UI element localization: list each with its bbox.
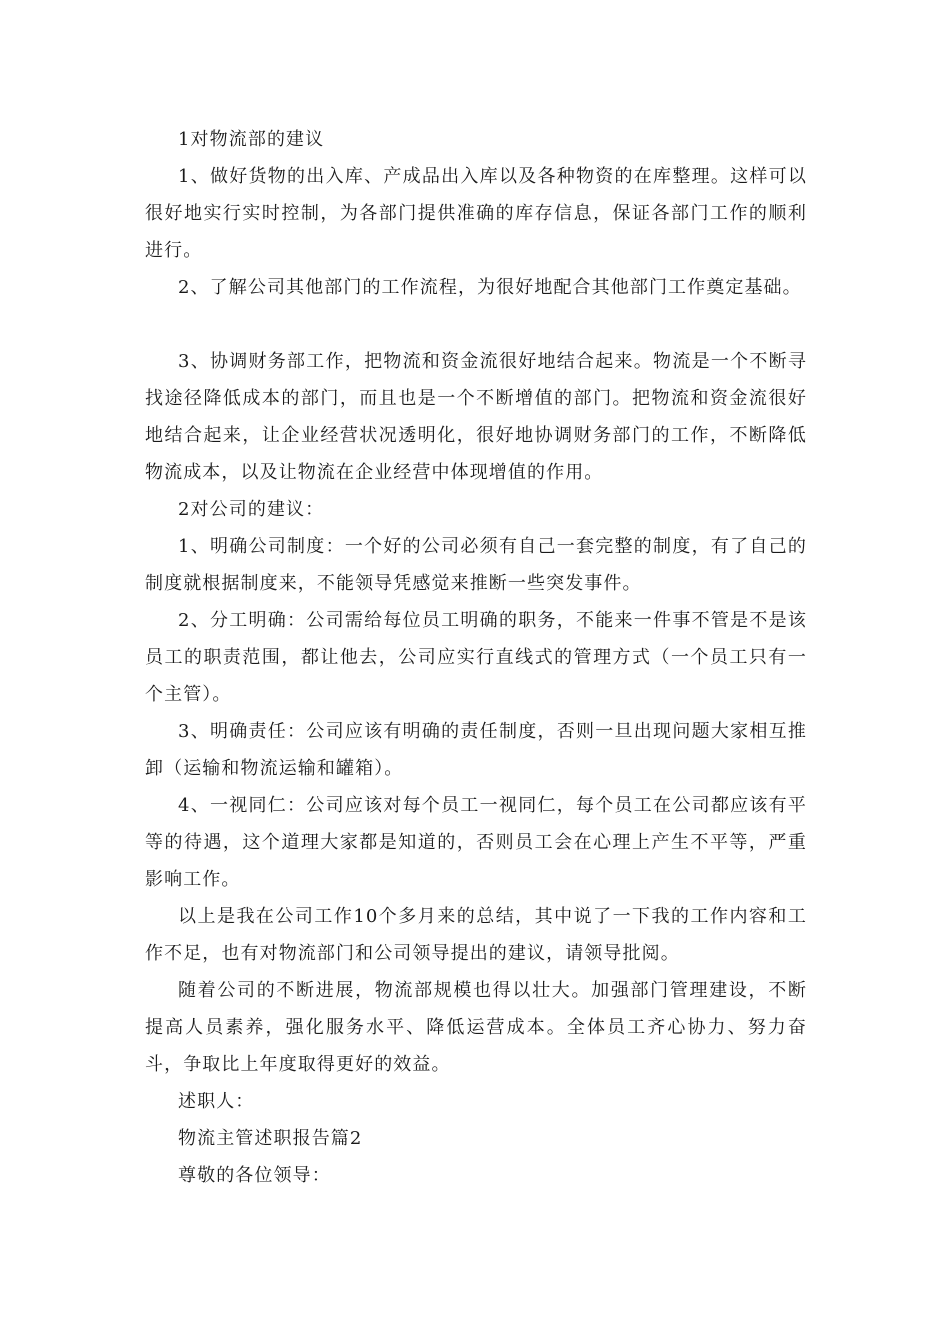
blank-line <box>145 306 807 343</box>
paragraph-logistics-item-3: 3、协调财务部工作，把物流和资金流很好地结合起来。物流是一个不断寻找途径降低成本的部门，而且也是一个不断增值的部门。把物流和资金流很好地结合起来，让企业经营状况透明化，很好地协调财务部门的工作，不断降低物流成本，以及让物流在企业经营中体现增值的作用。 <box>145 351 807 483</box>
document-body <box>145 121 807 1194</box>
paragraph-logistics-item-2: 2、了解公司其他部门的工作流程，为很好地配合其他部门工作奠定基础。 <box>178 277 802 298</box>
paragraph-company-item-3: 3、明确责任：公司应该有明确的责任制度，否则一旦出现问题大家相互推卸（运输和物流运输和罐箱）。 <box>145 721 807 779</box>
paragraph-summary: 以上是我在公司工作10个多月来的总结，其中说了一下我的工作内容和工作不足，也有对物流部门和公司领导提出的建议，请领导批阅。 <box>145 906 807 964</box>
salutation: 尊敬的各位领导： <box>178 1165 331 1186</box>
paragraph-outlook: 随着公司的不断进展，物流部规模也得以壮大。加强部门管理建设，不断提高人员素养，强化服务水平、降低运营成本。全体员工齐心协力、努力奋斗，争取比上年度取得更好的效益。 <box>145 980 807 1075</box>
paragraph-company-item-1: 1、明确公司制度：一个好的公司必须有自己一套完整的制度，有了自己的制度就根据制度来，不能领导凭感觉来推断一些突发事件。 <box>145 536 807 594</box>
report-title: 物流主管述职报告篇2 <box>178 1128 363 1149</box>
reporter-label: 述职人： <box>178 1091 255 1112</box>
paragraph-company-item-4: 4、一视同仁：公司应该对每个员工一视同仁，每个员工在公司都应该有平等的待遇，这个道理大家都是知道的，否则员工会在心理上产生不平等，严重影响工作。 <box>145 795 807 890</box>
paragraph-logistics-item-1: 1、做好货物的出入库、产成品出入库以及各种物资的在库整理。这样可以很好地实行实时控制，为各部门提供准确的库存信息，保证各部门工作的顺利进行。 <box>145 166 807 261</box>
section-heading-company-suggestions: 2对公司的建议： <box>178 499 325 520</box>
section-heading-logistics-suggestions: 1对物流部的建议 <box>178 129 325 150</box>
paragraph-company-item-2: 2、分工明确：公司需给每位员工明确的职务，不能来一件事不管是不是该员工的职责范围，都让他去，公司应实行直线式的管理方式（一个员工只有一个主管）。 <box>145 610 807 705</box>
